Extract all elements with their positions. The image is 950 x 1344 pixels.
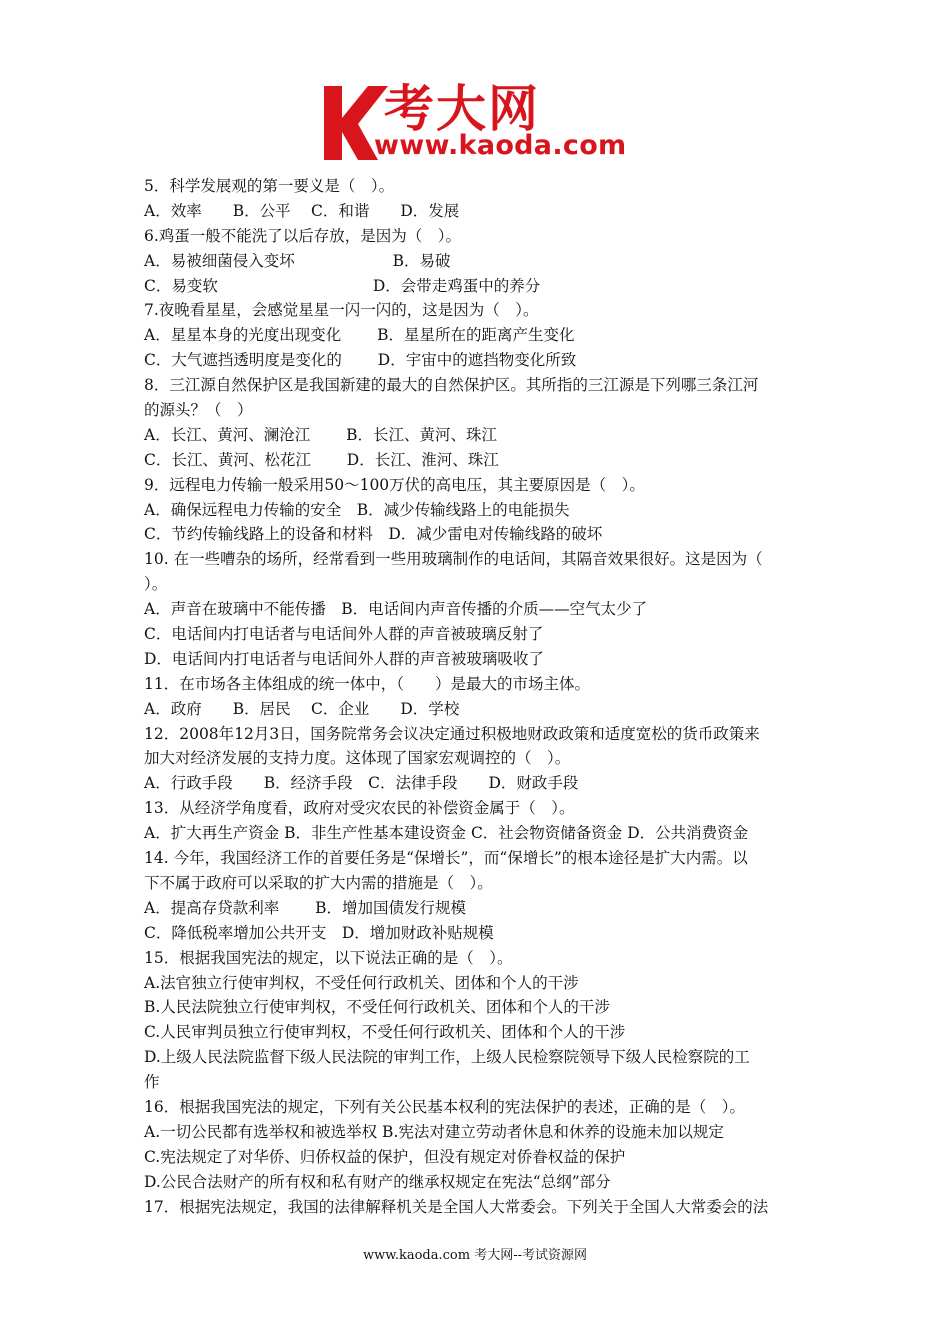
text-line: 14. 今年，我国经济工作的首要任务是“保增长”，而“保增长”的根本途径是扩大内需。以 — [144, 849, 748, 868]
text-line: C.人民审判员独立行使审判权，不受任何行政机关、团体和个人的干涉 — [144, 1023, 626, 1042]
text-line: C．大气遮挡透明度是变化的 D．宇宙中的遮挡物变化所致 — [144, 351, 577, 370]
text-line: 11．在市场各主体组成的统一体中，（ ）是最大的市场主体。 — [144, 674, 590, 693]
text-line: B.人民法院独立行使审判权，不受任何行政机关、团体和个人的干涉 — [144, 998, 610, 1017]
text-line: 8．三江源自然保护区是我国新建的最大的自然保护区。其所指的三江源是下列哪三条江河 — [144, 376, 759, 395]
text-line: D.上级人民法院监督下级人民法院的审判工作，上级人民检察院领导下级人民检察院的工 — [144, 1048, 750, 1067]
question-body — [144, 174, 810, 1219]
text-line: A．效率 B．公平 C．和谐 D．发展 — [144, 201, 460, 220]
text-line: A．星星本身的光度出现变化 B．星星所在的距离产生变化 — [144, 326, 575, 345]
text-line: 作 — [144, 1073, 160, 1092]
text-line: A.法官独立行使审判权，不受任何行政机关、团体和个人的干涉 — [144, 973, 579, 992]
text-line: 下不属于政府可以采取的扩大内需的措施是（ ）。 — [144, 873, 493, 892]
logo-url: www.kaoda.com — [374, 130, 627, 161]
text-line: 6.鸡蛋一般不能洗了以后存放，是因为（ ）。 — [144, 226, 462, 245]
text-line: D.公民合法财产的所有权和私有财产的继承权规定在宪法“总纲”部分 — [144, 1172, 611, 1191]
text-line: 13．从经济学角度看，政府对受灾农民的补偿资金属于（ ）。 — [144, 799, 575, 818]
text-line: A．声音在玻璃中不能传播 B．电话间内声音传播的介质——空气太少了 — [144, 600, 648, 619]
text-line: A．扩大再生产资金 B．非生产性基本建设资金 C．社会物资储备资金 D．公共消费资金 — [144, 824, 749, 843]
text-line: 12．2008年12月3日，国务院常务会议决定通过积极地财政政策和适度宽松的货币政策来 — [144, 724, 760, 743]
text-line: C．节约传输线路上的设备和材料 D．减少雷电对传输线路的破坏 — [144, 525, 603, 544]
text-line: C．长江、黄河、松花江 D．长江、淮河、珠江 — [144, 450, 499, 469]
text-line: A．长江、黄河、澜沧江 B．长江、黄河、珠江 — [144, 425, 498, 444]
page-footer: www.kaoda.com 考大网--考试资源网 — [363, 1248, 587, 1263]
text-line: A.一切公民都有选举权和被选举权 B.宪法对建立劳动者休息和休养的设施未加以规定 — [144, 1122, 724, 1141]
text-line: 7.夜晚看星星，会感觉星星一闪一闪的，这是因为（ ）。 — [144, 301, 539, 320]
text-line: 9．远程电力传输一般采用50～100万伏的高电压，其主要原因是（ ）。 — [144, 475, 645, 494]
text-line: 加大对经济发展的支持力度。这体现了国家宏观调控的（ ）。 — [144, 749, 571, 768]
text-line: C．易变软 D．会带走鸡蛋中的养分 — [144, 276, 541, 295]
logo-title: 考大网 — [384, 80, 540, 138]
text-line: 10. 在一些嘈杂的场所，经常看到一些用玻璃制作的电话间，其隔音效果很好。这是因为（ — [144, 550, 763, 569]
text-line: 17．根据宪法规定，我国的法律解释机关是全国人大常委会。下列关于全国人大常委会的法 — [144, 1197, 769, 1216]
text-line: A．政府 B．居民 C．企业 D．学校 — [144, 699, 460, 718]
text-line: C．降低税率增加公共开支 D．增加财政补贴规模 — [144, 923, 494, 942]
text-line: A．行政手段 B．经济手段 C．法律手段 D．财政手段 — [144, 774, 579, 793]
text-line: A．易被细菌侵入变坏 B．易破 — [144, 251, 451, 270]
text-line: 的源头？（ ） — [144, 401, 253, 420]
text-line: A．确保远程电力传输的安全 B．减少传输线路上的电能损失 — [144, 500, 570, 519]
kaoda-logo — [318, 80, 638, 166]
text-line: C．电话间内打电话者与电话间外人群的声音被玻璃反射了 — [144, 625, 544, 644]
text-line: A．提高存贷款利率 B．增加国债发行规模 — [144, 898, 467, 917]
text-line: D．电话间内打电话者与电话间外人群的声音被玻璃吸收了 — [144, 649, 544, 668]
text-line: 15．根据我国宪法的规定，以下说法正确的是（ ）。 — [144, 948, 513, 967]
text-line: C.宪法规定了对华侨、归侨权益的保护，但没有规定对侨眷权益的保护 — [144, 1147, 626, 1166]
text-line: 5．科学发展观的第一要义是（ ）。 — [144, 177, 395, 195]
text-line: 16．根据我国宪法的规定，下列有关公民基本权利的宪法保护的表述，正确的是（ ）。 — [144, 1097, 745, 1116]
text-line: ）。 — [144, 575, 168, 594]
